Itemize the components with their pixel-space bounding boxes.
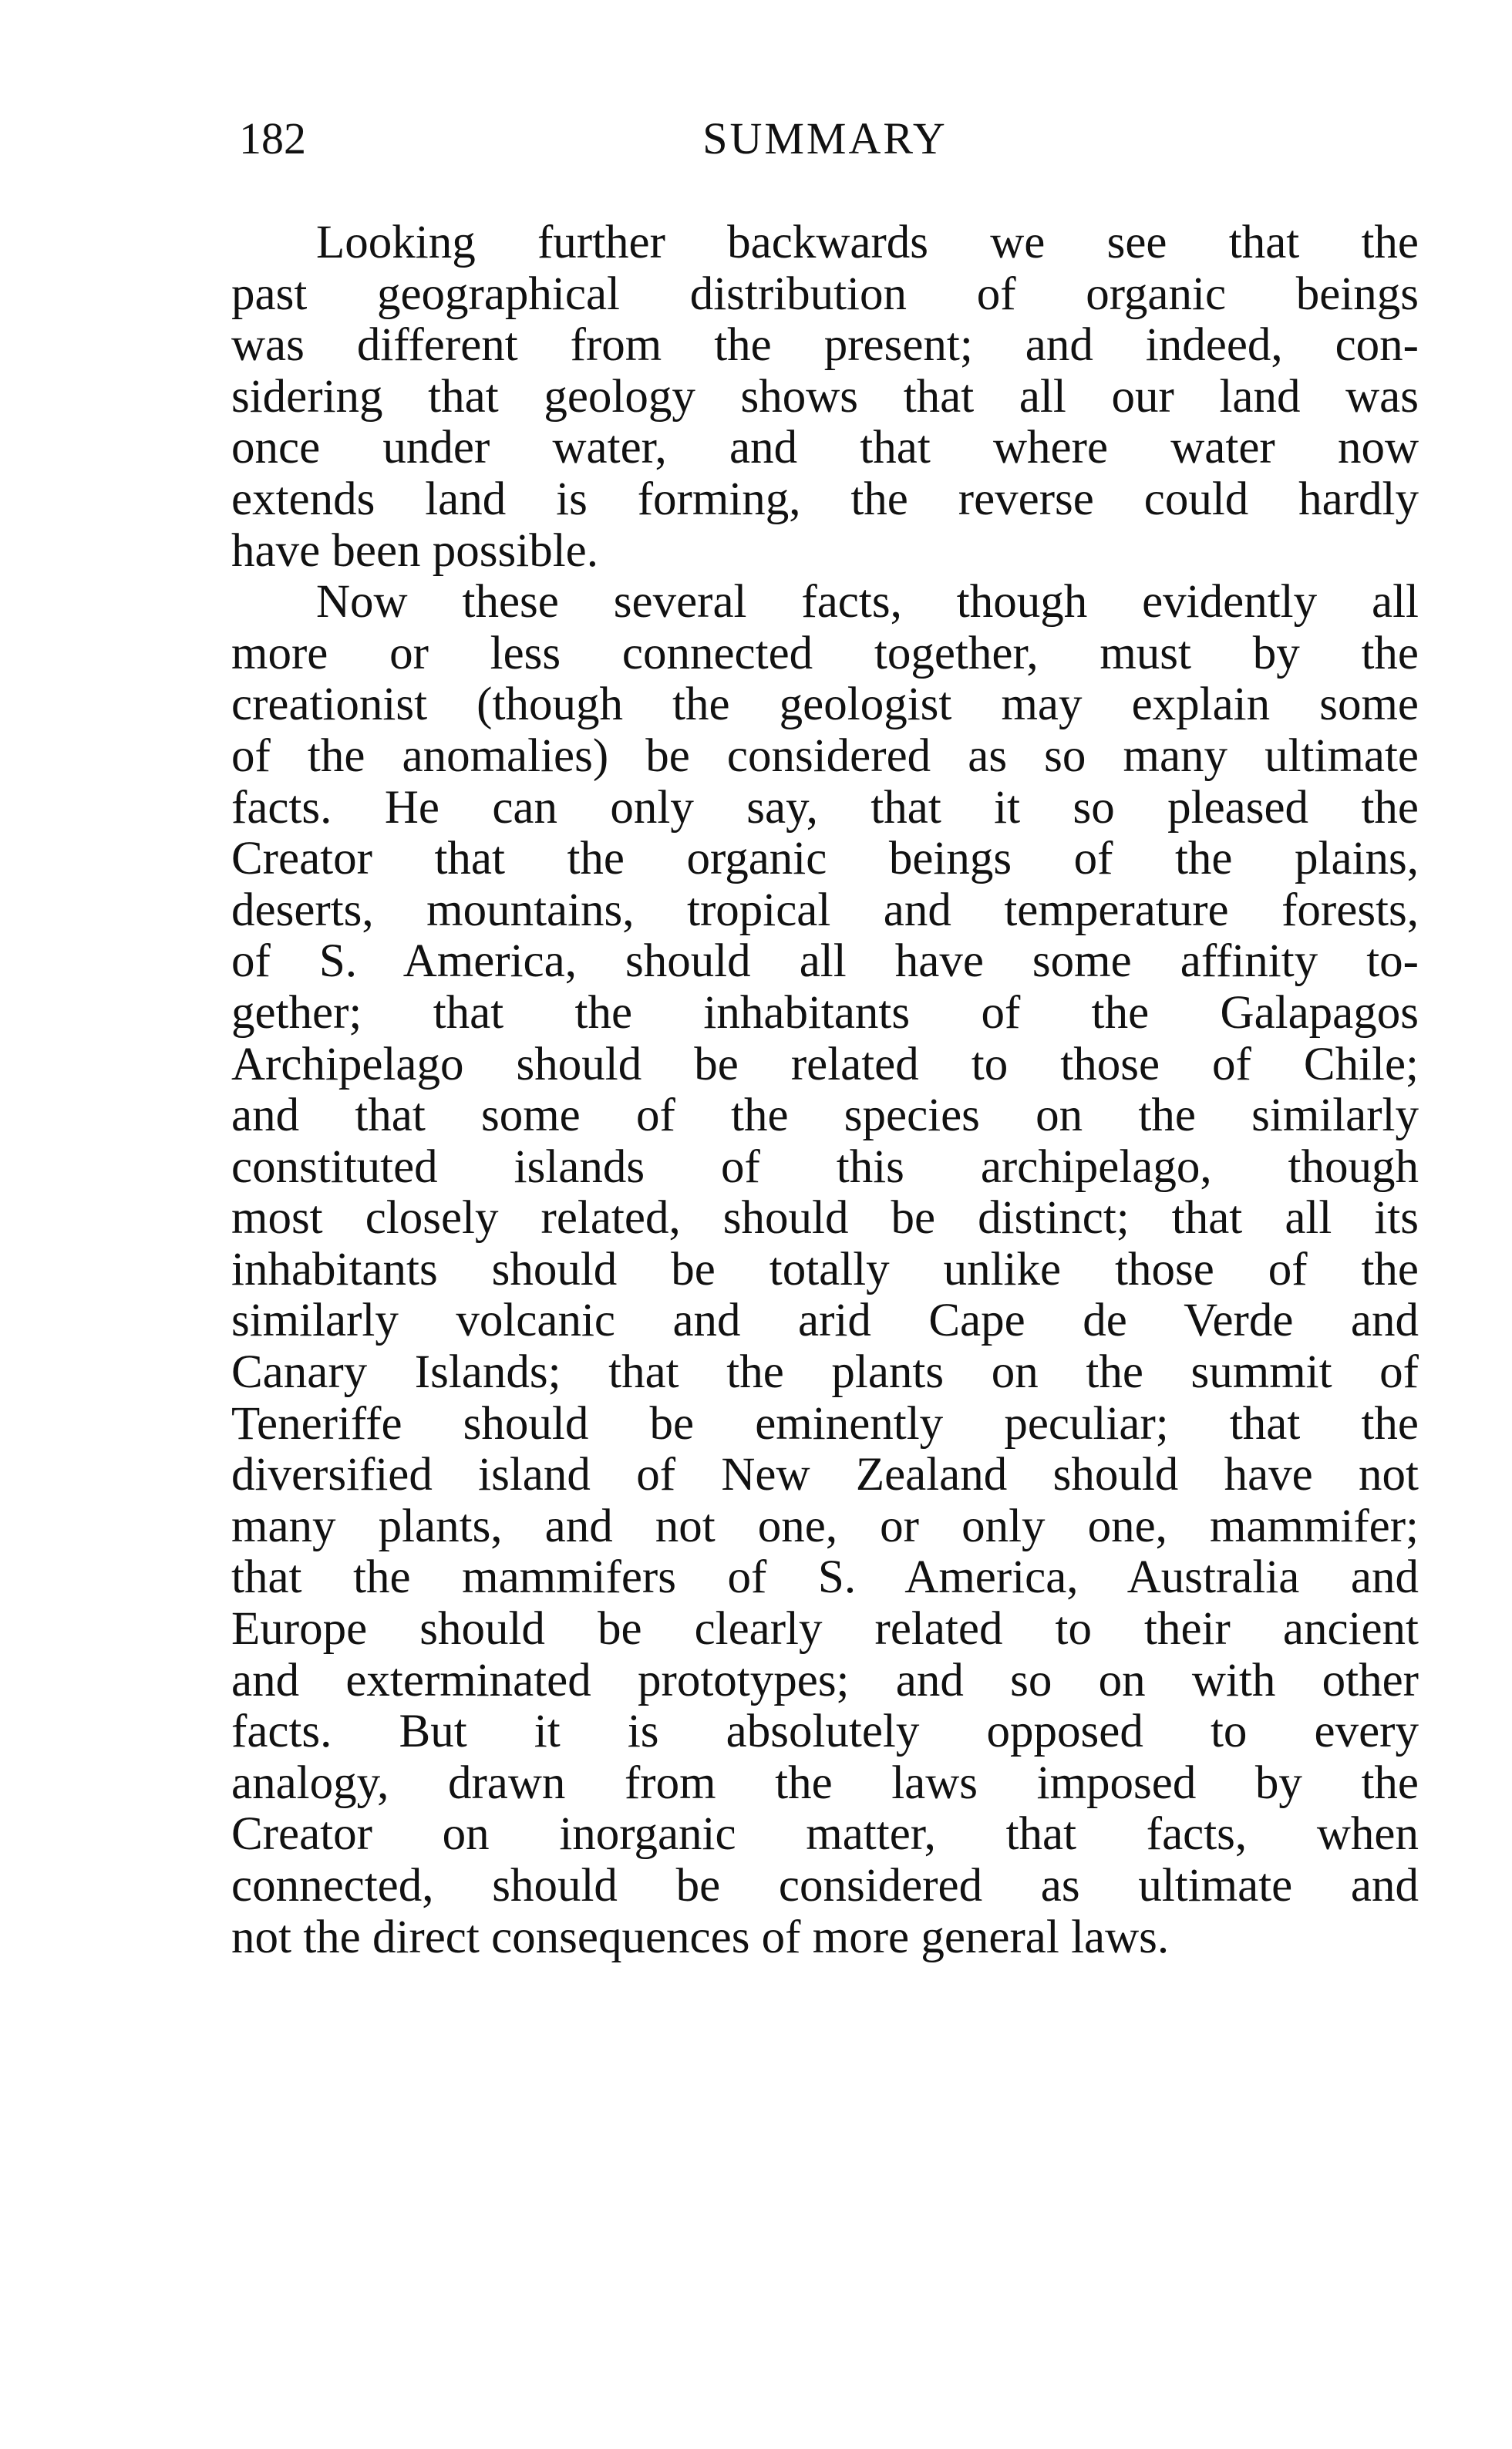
- text-line: not the direct consequences of more general laws.: [231, 1911, 1170, 1963]
- text-line: most closely related, should be distinct; that all its: [231, 1192, 1419, 1245]
- text-line: that the mammifers of S. America, Australia and: [231, 1551, 1419, 1604]
- text-line: similarly volcanic and arid Cape de Verde and: [231, 1295, 1419, 1347]
- text-line: Europe should be clearly related to their ancient: [231, 1603, 1419, 1656]
- text-line: Creator on inorganic matter, that facts, when: [231, 1808, 1419, 1861]
- text-line: have been possible.: [231, 524, 598, 577]
- text-line: diversified island of New Zealand should have not: [231, 1449, 1419, 1501]
- text-line: constituted islands of this archipelago, though: [231, 1140, 1419, 1193]
- paragraph-geographical-distribution: [231, 217, 1419, 577]
- text-line: Looking further backwards we see that the: [316, 217, 1419, 268]
- text-line: analogy, drawn from the laws imposed by the: [231, 1757, 1419, 1809]
- text-line: and exterminated prototypes; and so on with other: [231, 1654, 1419, 1706]
- body-text: [231, 217, 1419, 1963]
- text-line: sidering that geology shows that all our land was: [231, 370, 1419, 423]
- page-number: 182: [239, 113, 306, 163]
- text-line: of S. America, should all have some affinity to-: [231, 935, 1419, 988]
- text-line: connected, should be considered as ultimate and: [231, 1860, 1419, 1912]
- text-line: more or less connected together, must by the: [231, 627, 1419, 679]
- text-line: Canary Islands; that the plants on the summit of: [231, 1346, 1419, 1399]
- text-line: inhabitants should be totally unlike those of the: [231, 1243, 1419, 1295]
- text-line: and that some of the species on the similarly: [231, 1090, 1419, 1142]
- text-line: Teneriffe should be eminently peculiar; that the: [231, 1397, 1419, 1450]
- text-line: was different from the present; and indeed, con-: [231, 319, 1419, 372]
- text-line: extends land is forming, the reverse could hardly: [231, 473, 1419, 525]
- text-line: facts. He can only say, that it so pleased the: [231, 781, 1419, 834]
- running-head: [231, 108, 1419, 170]
- text-line: of the anomalies) be considered as so many ultimate: [231, 729, 1419, 782]
- text-line: many plants, and not one, or only one, mammifer;: [231, 1500, 1419, 1552]
- text-line: Creator that the organic beings of the plains,: [231, 833, 1419, 885]
- text-line: past geographical distribution of organic beings: [231, 268, 1419, 320]
- text-line: Archipelago should be related to those of Chile;: [231, 1038, 1419, 1090]
- running-head-title: SUMMARY: [702, 113, 948, 163]
- text-line: deserts, mountains, tropical and temperature forests,: [231, 884, 1419, 936]
- text-line: facts. But it is absolutely opposed to every: [231, 1706, 1419, 1758]
- text-line: creationist (though the geologist may explain some: [231, 679, 1419, 731]
- text-line: gether; that the inhabitants of the Galapagos: [231, 986, 1419, 1039]
- paragraph-creationist-facts: [231, 577, 1419, 1963]
- text-line: Now these several facts, though evidently all: [316, 576, 1419, 628]
- text-line: once under water, and that where water now: [231, 422, 1419, 474]
